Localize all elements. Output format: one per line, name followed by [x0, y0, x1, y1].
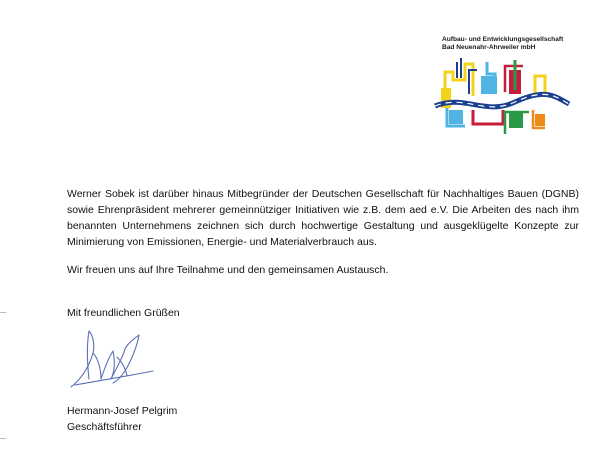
body-paragraph-2: Wir freuen uns auf Ihre Teilnahme und den gemeinsamen Austausch.: [67, 264, 389, 276]
punch-mark: [0, 438, 6, 439]
body-paragraph-1: Werner Sobek ist darüber hinaus Mitbegründer der Deutschen Gesellschaft für Nachhaltiges Bauen (DGNB) sowie Ehrenpräsident mehrerer gemeinnütziger Initiativen wie z.B. dem aed e.V. Die Arbeiten des nach ihm benannten Unternehmens zeichnen sich durch hochwertige Gestaltung und ausgeklügelte Konzepte zur Minimierung von Emissionen, Energie- und Materialverbrauch aus.: [67, 188, 579, 248]
signatory-name: Hermann-Josef Pelgrim: [67, 405, 178, 417]
company-logo: [425, 36, 575, 146]
closing-phrase: Mit freundlichen Grüßen: [67, 307, 180, 319]
handwritten-signature: [67, 327, 157, 395]
signatory-role: Geschäftsführer: [67, 421, 142, 433]
logo-name-line-2: Bad Neuenahr-Ahrweiler mbH: [442, 44, 536, 51]
fold-mark: [0, 312, 6, 313]
logo-name-line-1: Aufbau- und Entwicklungsgesellschaft: [442, 36, 564, 43]
logo-graphic: [425, 50, 575, 146]
